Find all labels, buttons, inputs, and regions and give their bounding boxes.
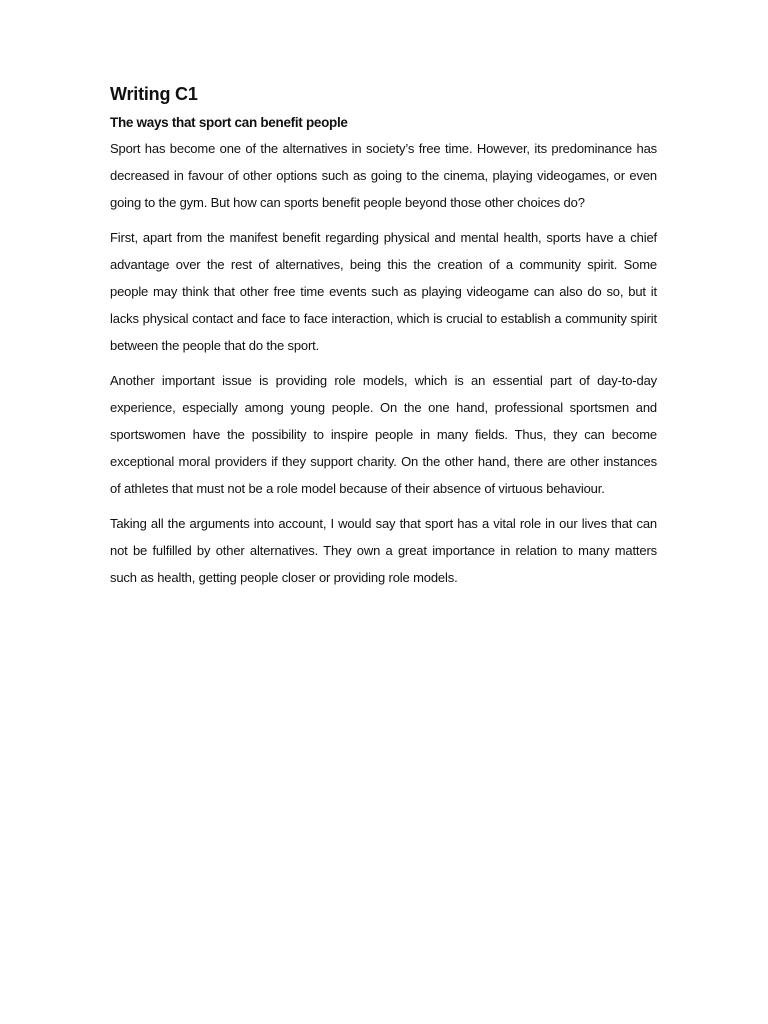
paragraph-conclusion: Taking all the arguments into account, I would say that sport has a vital role in our lives that can not be fulfilled by other alternatives. They own a great importance in relation to many matters such as health, getting people closer or providing role models.	[110, 516, 657, 585]
paragraph-community-spirit: First, apart from the manifest benefit regarding physical and mental health, sports have a chief advantage over the rest of alternatives, being this the creation of a community spirit. Some people may think that other free time events such as playing videogame can also do so, but it lacks physical contact and face to face interaction, which is crucial to establish a community spirit between the people that do the sport.	[110, 230, 657, 353]
paragraph-introduction: Sport has become one of the alternatives in society’s free time. However, its predominance has decreased in favour of other options such as going to the cinema, playing videogames, or even going to the gym. But how can sports benefit people beyond those other choices do?	[110, 141, 657, 210]
document-page	[110, 84, 657, 601]
document-title: Writing C1	[110, 84, 198, 104]
paragraph-role-models: Another important issue is providing role models, which is an essential part of day-to-day experience, especially among young people. On the one hand, professional sportsmen and sportswomen have the possibility to inspire people in many fields. Thus, they can become exceptional moral providers if they support charity. On the other hand, there are other instances of athletes that must not be a role model because of their absence of virtuous behaviour.	[110, 373, 657, 496]
document-subtitle: The ways that sport can benefit people	[110, 115, 348, 130]
